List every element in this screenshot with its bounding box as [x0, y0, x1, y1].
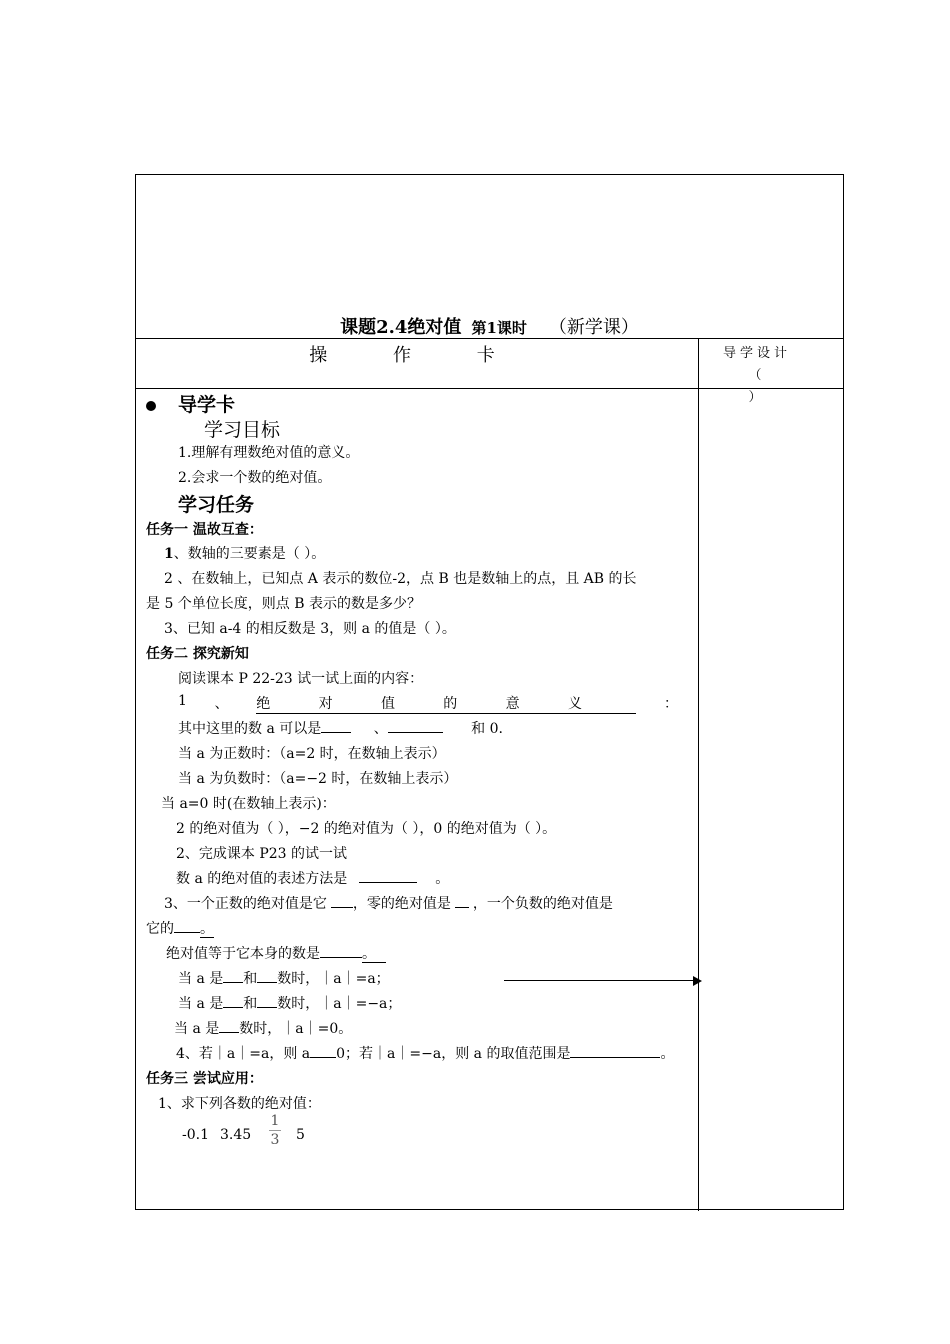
blank [388, 718, 443, 733]
goal-2: 2.会求一个数的绝对值。 [178, 470, 332, 486]
task1-q1: 1、数轴的三要素是（ ）。 [164, 546, 326, 562]
task1-q3: 3、已知 a-4 的相反数是 3，则 a 的值是（ ）。 [164, 621, 456, 637]
definition-line: 1 、 绝 对 值 的 意 义 ： [178, 693, 678, 712]
blank [257, 968, 277, 983]
number-3: 5 [296, 1127, 305, 1143]
blank [455, 893, 469, 908]
blank [174, 918, 200, 933]
zero-case: 当 a=0 时(在数轴上表示)： [161, 796, 336, 812]
blank [310, 1043, 336, 1058]
tasks-heading: 学习任务 [178, 494, 255, 516]
positive-case: 当 a 为正数时：（a=2 时，在数轴上表示） [178, 746, 446, 762]
design-heading-line2: ） [748, 390, 766, 405]
q4-line: 4、若｜a｜=a，则 a 0；若｜a｜=−a，则 a 的取值范围是 。 [176, 1043, 674, 1063]
blank [219, 1018, 239, 1033]
fraction-denominator: 3 [270, 1132, 280, 1148]
goals-heading: 学习目标 [204, 419, 281, 441]
read-instruction: 阅读课本 P 22-23 试一试上面的内容： [178, 671, 424, 687]
task1-heading: 任务一 温故互查： [146, 522, 263, 538]
apply-q1: 1、求下列各数的绝对值： [158, 1096, 321, 1112]
task2-heading: 任务二 探究新知 [146, 646, 249, 662]
case3-line: 当 a 是 数时，｜a｜=0。 [174, 1018, 352, 1038]
equal-self-line: 绝对值等于它本身的数是 。 [166, 943, 386, 963]
abs-values-line: 2 的绝对值为（ ），−2 的绝对值为（ ），0 的绝对值为（ ）。 [176, 821, 557, 837]
notation-line: 数 a 的绝对值的表述方法是 。 [176, 868, 449, 888]
blank [331, 893, 353, 908]
negative-case: 当 a 为负数时：（a=−2 时，在数轴上表示） [178, 771, 458, 787]
blank [320, 943, 362, 958]
number-2: 3.45 [220, 1127, 252, 1143]
title-type: （新学课） [548, 317, 639, 338]
column-divider [698, 338, 699, 1211]
try-it-line: 2、完成课本 P23 的试一试 [176, 846, 348, 862]
blank [223, 968, 243, 983]
blank [223, 993, 243, 1008]
task1-q2-line1: 2 、在数轴上，已知点 A 表示的数位-2，点 B 也是数轴上的点，且 AB 的长 [164, 571, 637, 587]
design-heading-line1: 导学设计（ [722, 346, 791, 383]
blank [570, 1043, 660, 1058]
guide-card-heading: 导学卡 [146, 390, 235, 417]
task1-q2-line2: 是 5 个单位长度，则点 B 表示的数是多少？ [146, 596, 421, 612]
title-main: 课题2.4绝对值 [340, 317, 462, 338]
q3-line2: 它的 。 [146, 918, 214, 938]
definition-blank: 绝 对 值 的 意 义 [256, 693, 636, 714]
fraction-bar [269, 1130, 281, 1131]
arrow-line [504, 980, 697, 981]
where-a-line: 其中这里的数 a 可以是 、 和 0. [178, 718, 503, 738]
worksheet-table [135, 174, 844, 1210]
q3-line1: 3、一个正数的绝对值是它 ，零的绝对值是 ，一个负数的绝对值是 [164, 893, 613, 913]
case1-line: 当 a 是 和 数时，｜a｜=a； [178, 968, 390, 988]
number-1: -0.1 [182, 1127, 209, 1143]
goal-1: 1.理解有理数绝对值的意义。 [178, 445, 360, 461]
title-lesson: 第1课时 [471, 319, 527, 337]
operation-card-heading: 操 作 卡 [309, 345, 525, 366]
lesson-title [136, 313, 843, 339]
blank [257, 993, 277, 1008]
bullet-icon [146, 401, 156, 411]
case2-line: 当 a 是 和 数时，｜a｜=−a； [178, 993, 401, 1013]
arrow-head-icon [693, 976, 702, 986]
fraction-numerator: 1 [270, 1113, 280, 1129]
task3-heading: 任务三 尝试应用： [146, 1071, 263, 1087]
fraction [268, 1113, 282, 1148]
blank [321, 718, 351, 733]
header-divider [136, 338, 843, 339]
blank [359, 868, 417, 883]
design-column-heading [722, 343, 792, 409]
